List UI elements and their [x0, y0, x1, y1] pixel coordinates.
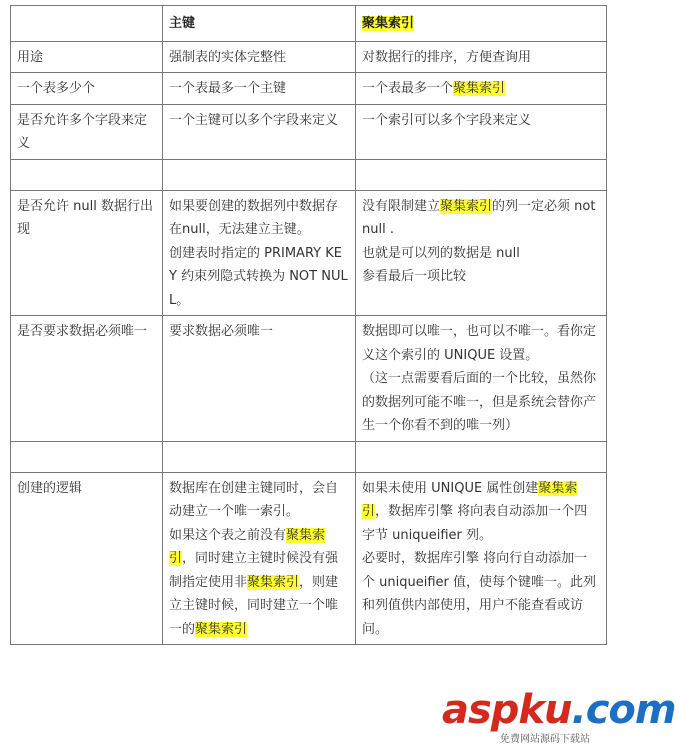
blank-cell — [11, 441, 163, 472]
cell-paragraph — [169, 320, 349, 344]
blank-cell — [11, 159, 163, 190]
primary-key-cell — [163, 190, 356, 316]
cell-paragraph — [362, 367, 600, 438]
table-row — [11, 316, 607, 442]
header-corner — [11, 6, 163, 42]
cell-text: 必要时，数据库引擎 将向行自动添加一个 uniqueifier 值，使每个键唯一。此列和列值供内部使用，用户不能查看或访问。 — [362, 551, 596, 637]
primary-key-cell — [163, 41, 356, 73]
table-row — [11, 73, 607, 105]
cell-text: 如果这个表之前没有 — [169, 527, 287, 543]
header-clustered-index — [356, 6, 607, 42]
primary-key-cell — [163, 316, 356, 442]
cell-paragraph — [169, 477, 349, 524]
clustered-index-cell — [356, 472, 607, 645]
cell-paragraph — [169, 109, 349, 133]
cell-paragraph — [169, 242, 349, 313]
header-clustered-index-label: 聚集索引 — [362, 16, 415, 31]
blank-cell — [356, 159, 607, 190]
cell-paragraph — [362, 46, 600, 70]
cell-paragraph — [362, 265, 600, 289]
row-label: 是否允许 null 数据行出现 — [11, 190, 163, 316]
cell-paragraph — [362, 242, 600, 266]
watermark-subtitle: 免费网站源码下载站 — [500, 734, 590, 745]
highlighted-term: 聚集索引 — [440, 198, 493, 214]
clustered-index-cell — [356, 73, 607, 105]
row-label: 是否要求数据必须唯一 — [11, 316, 163, 442]
clustered-index-cell — [356, 316, 607, 442]
cell-paragraph — [362, 109, 600, 133]
highlighted-term: 聚集索引 — [195, 621, 248, 637]
cell-text: 强制表的实体完整性 — [169, 49, 287, 65]
cell-paragraph — [362, 477, 600, 548]
cell-text: 数据库在创建主键同时，会自动建立一个唯一索引。 — [169, 480, 339, 519]
cell-text: （这一点需要看后面的一个比较，虽然你的数据列可能不唯一，但是系统会替你产生一个你看不到的唯一列） — [362, 371, 597, 433]
cell-text: ，则建立主键时候，同时建立一个唯一的 — [169, 574, 339, 637]
primary-key-cell — [163, 104, 356, 159]
blank-cell — [356, 441, 607, 472]
cell-text: 对数据行的排序，方便查询用 — [362, 49, 532, 65]
clustered-index-cell — [356, 190, 607, 316]
header-primary-key: 主键 — [163, 6, 356, 42]
row-label: 创建的逻辑 — [11, 472, 163, 645]
table-row — [11, 104, 607, 159]
table-row — [11, 472, 607, 645]
cell-text: 一个主键可以多个字段来定义 — [169, 112, 339, 128]
cell-text: 一个索引可以多个字段来定义 — [362, 112, 532, 128]
cell-text: 一个表最多一个 — [362, 81, 454, 96]
blank-cell — [163, 441, 356, 472]
highlighted-term: 聚集索引 — [453, 81, 506, 96]
cell-text: 一个表最多一个主键 — [169, 81, 287, 96]
cell-text: 如果未使用 UNIQUE 属性创建 — [362, 480, 539, 496]
row-label: 是否允许多个字段来定义 — [11, 104, 163, 159]
cell-text: 如果要创建的数据列中数据存在null，无法建立主键。 — [169, 198, 339, 237]
highlighted-term: 聚集索引 — [169, 527, 326, 566]
cell-text: 参看最后一项比较 — [362, 269, 467, 284]
clustered-index-cell — [356, 104, 607, 159]
cell-paragraph — [362, 77, 600, 101]
cell-paragraph — [169, 46, 349, 70]
clustered-index-cell — [356, 41, 607, 73]
cell-paragraph — [362, 547, 600, 641]
cell-text: ，同时建立主键时候没有强制指定使用非 — [169, 551, 339, 590]
cell-text: 没有限制建立 — [362, 198, 441, 214]
cell-text: 的列一定必须 not null . — [362, 198, 596, 237]
cell-paragraph — [362, 320, 600, 367]
cell-text: 也就是可以列的数据是 null — [362, 245, 520, 261]
cell-text: 要求数据必须唯一 — [169, 324, 274, 339]
primary-key-cell — [163, 73, 356, 105]
row-label: 一个表多少个 — [11, 73, 163, 105]
table-header-row — [11, 6, 607, 42]
cell-text: ，数据库引擎 将向表自动添加一个四字节 uniqueifier 列。 — [362, 504, 588, 543]
highlighted-term: 聚集索引 — [247, 574, 300, 590]
site-watermark — [442, 687, 676, 748]
table-row-blank — [11, 159, 607, 190]
blank-cell — [163, 159, 356, 190]
cell-text: 创建表时指定的 PRIMARY KEY 约束列隐式转换为 NOT NULL。 — [169, 245, 348, 308]
watermark-logo: aspku.com — [442, 687, 676, 733]
cell-paragraph — [169, 77, 349, 101]
primary-key-cell — [163, 472, 356, 645]
cell-text: 数据即可以唯一，也可以不唯一。看你定义这个索引的 UNIQUE 设置。 — [362, 324, 597, 363]
row-label: 用途 — [11, 41, 163, 73]
cell-paragraph — [362, 195, 600, 242]
comparison-table — [10, 5, 607, 645]
table-body — [11, 41, 607, 645]
table-row — [11, 41, 607, 73]
highlighted-term: 聚集索引 — [362, 480, 578, 519]
cell-paragraph — [169, 524, 349, 642]
table-row — [11, 190, 607, 316]
table-row-blank — [11, 441, 607, 472]
cell-paragraph — [169, 195, 349, 242]
